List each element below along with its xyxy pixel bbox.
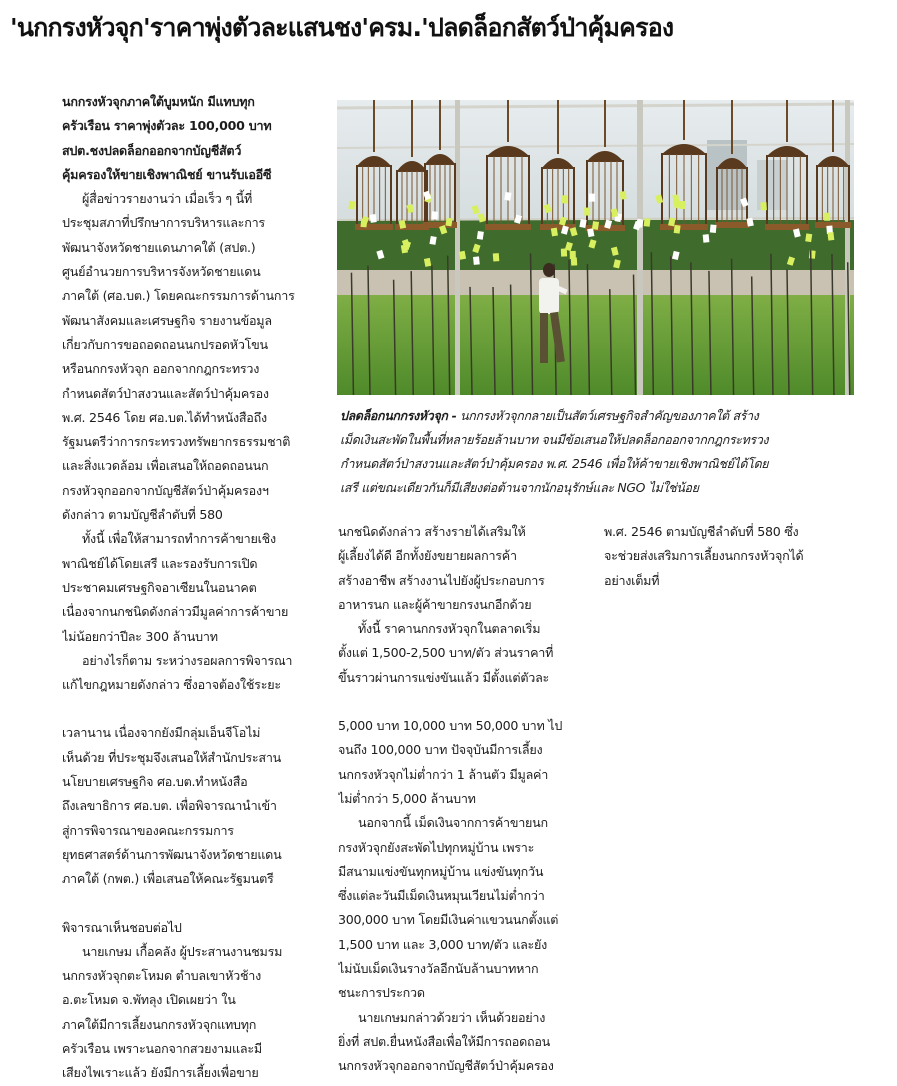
text-line: พาณิชย์ได้โดยเสรี และรองรับการเปิด — [62, 555, 258, 571]
text-line: ศูนย์อำนวยการบริหารจังหวัดชายแดน — [62, 264, 261, 280]
caption-line: เสรี แต่ขณะเดียวกันก็มีเสียงต่อต้านจากนักอนุรักษ์และ NGO ไม่ใช่น้อย — [340, 480, 699, 495]
text-line: สร้างอาชีพ สร้างงานไปยังผู้ประกอบการ — [338, 572, 545, 588]
text-line: 300,000 บาท โดยมีเงินค่าแขวนนกตั้งแต่ — [338, 912, 559, 928]
text-line: พ.ศ. 2546 โดย ศอ.บต.ได้ทำหนังสือถึง — [62, 409, 267, 425]
text-line: พัฒนาจังหวัดชายแดนภาคใต้ (สปต.) — [62, 239, 256, 255]
text-line: นายเกษม เกื้อคลัง ผู้ประสานงานชมรม — [82, 943, 283, 959]
text-line: อาหารนก และผู้ค้าขายกรงนกอีกด้วย — [338, 596, 532, 612]
text-line: จะช่วยส่งเสริมการเลี้ยงนกกรงหัวจุกได้ — [604, 548, 804, 564]
text-line: ผู้เลี้ยงได้ดี อีกทั้งยังขยายผลการค้า — [338, 548, 517, 564]
article-column-2 — [338, 520, 600, 1079]
text-line: ซึ่งแต่ละวันมีเม็ดเงินหมุนเวียนไม่ต่ำกว่า — [338, 888, 545, 904]
text-line: ผู้สื่อข่าวรายงานว่า เมื่อเร็ว ๆ นี้ที่ — [82, 191, 253, 207]
news-photo — [337, 100, 854, 395]
text-line: เวลานาน เนื่องจากยังมีกลุ่มเอ็นจีโอไม่ — [62, 725, 261, 741]
text-line: นกชนิดดังกล่าว สร้างรายได้เสริมให้ — [338, 524, 526, 539]
text-line: ถึงเลขาธิการ ศอ.บต. เพื่อพิจารณานำเข้า — [62, 798, 277, 814]
caption-line: กำหนดสัตว์ป่าสงวนและสัตว์ป่าคุ้มครอง พ.ศ. 2546 เพื่อให้ค้าขายเชิงพาณิชย์ได้โดย — [340, 456, 769, 471]
text-line: ไม่ต่ำกว่า 5,000 ล้านบาท — [338, 790, 476, 806]
text-line: นอกจากนี้ เม็ดเงินจากการค้าขายนก — [358, 815, 548, 831]
text-line: ทั้งนี้ เพื่อให้สามารถทำการค้าขายเชิง — [82, 531, 276, 547]
text-line: พิจารณาเห็นชอบต่อไป — [62, 919, 182, 935]
text-line: กรงหัวจุกยังสะพัดไปทุกหมู่บ้าน เพราะ — [338, 839, 535, 855]
text-line: เสียงไพเราะแล้ว ยังมีการเลี้ยงเพื่อขาย — [62, 1065, 259, 1081]
caption-title: ปลดล็อกนกกรงหัวจุก - — [340, 408, 457, 423]
text-line: กรงหัวจุกออกจากบัญชีสัตว์ป่าคุ้มครองฯ — [62, 482, 269, 498]
text-line: เกี่ยวกับการขอถอดถอนนกปรอดหัวโขน — [62, 336, 268, 352]
line-gap — [338, 690, 600, 714]
text-line: นกกรงหัวจุกออกจากบัญชีสัตว์ป่าคุ้มครอง — [338, 1058, 554, 1074]
text-line: อย่างไรก็ตาม ระหว่างรอผลการพิจารณา — [82, 652, 293, 668]
article-column-1 — [62, 90, 334, 1086]
text-line: รัฐมนตรีว่าการกระทรวงทรัพยากรธรรมชาติ — [62, 434, 291, 450]
text-line: ตั้งแต่ 1,500-2,500 บาท/ตัว ส่วนราคาที่ — [338, 645, 554, 661]
text-line: มีสนามแข่งขันทุกหมู่บ้าน แข่งขันทุกวัน — [338, 863, 544, 879]
caption-line: เม็ดเงินสะพัดในพื้นที่หลายร้อยล้านบาท จนมีข้อเสนอให้ปลดล็อกออกจากกฎกระทรวง — [340, 432, 769, 447]
article-column-3 — [604, 520, 864, 593]
text-line: นายเกษมกล่าวด้วยว่า เห็นด้วยอย่าง — [358, 1009, 546, 1025]
text-line: ยิ่งที่ สปต.ยื่นหนังสือเพื่อให้มีการถอดถอน — [338, 1033, 551, 1049]
text-line: ดังกล่าว ตามบัญชีลำดับที่ 580 — [62, 507, 223, 523]
text-line: เนื่องจากนกชนิดดังกล่าวมีมูลค่าการค้าขาย — [62, 604, 289, 620]
line-gap — [62, 697, 334, 721]
text-line: เห็นด้วย ที่ประชุมจึงเสนอให้สำนักประสาน — [62, 749, 282, 765]
text-line: ภาคใต้ (ศอ.บต.) โดยคณะกรรมการด้านการ — [62, 288, 295, 304]
text-line: ยุทธศาสตร์ด้านการพัฒนาจังหวัดชายแดน — [62, 846, 282, 862]
photo-caption — [340, 404, 860, 500]
text-line: ประชาคมเศรษฐกิจอาเซียนในอนาคต — [62, 579, 257, 595]
text-line: ขึ้นราวผ่านการแข่งขันแล้ว มีตั้งแต่ตัวละ — [338, 669, 550, 685]
text-line: หรือนกกรงหัวจุก ออกจากกฎกระทรวง — [62, 361, 260, 377]
text-line: พ.ศ. 2546 ตามบัญชีลำดับที่ 580 ซึ่ง — [604, 524, 799, 539]
text-line: จนถึง 100,000 บาท ปัจจุบันมีการเลี้ยง — [338, 742, 543, 758]
lead-line: ครัวเรือน ราคาพุ่งตัวละ 100,000 บาท — [62, 118, 272, 134]
text-line: ชนะการประกวด — [338, 985, 425, 1001]
lead-line: สปต.ชงปลดล็อกออกจากบัญชีสัตว์ — [62, 142, 242, 158]
bird-cage-field-image — [337, 100, 854, 395]
text-line: พัฒนาสังคมและเศรษฐกิจ รายงานข้อมูล — [62, 312, 272, 328]
line-gap — [62, 892, 334, 916]
text-line: สู่การพิจารณาของคณะกรรมการ — [62, 822, 234, 838]
text-line: ภาคใต้มีการเลี้ยงนกกรงหัวจุกแทบทุก — [62, 1016, 257, 1032]
text-line: นโยบายเศรษฐกิจ ศอ.บต.ทำหนังสือ — [62, 774, 248, 790]
text-line: 5,000 บาท 10,000 บาท 50,000 บาท ไป — [338, 718, 563, 734]
text-line: และสิ่งแวดล้อม เพื่อเสนอให้ถอดถอนนก — [62, 458, 269, 474]
text-line: แก้ไขกฎหมายดังกล่าว ซึ่งอาจต้องใช้ระยะ — [62, 677, 281, 693]
text-line: 1,500 บาท และ 3,000 บาท/ตัว และยัง — [338, 936, 548, 952]
lead-line: นกกรงหัวจุกภาคใต้บูมหนัก มีแทบทุก — [62, 94, 255, 109]
text-line: อย่างเต็มที่ — [604, 572, 660, 588]
text-line: ภาคใต้ (กพต.) เพื่อเสนอให้คณะรัฐมนตรี — [62, 871, 274, 887]
text-line: นกกรงหัวจุกไม่ต่ำกว่า 1 ล้านตัว มีมูลค่า — [338, 766, 549, 782]
text-line: ไม่น้อยกว่าปีละ 300 ล้านบาท — [62, 628, 218, 644]
text-line: กำหนดสัตว์ป่าสงวนและสัตว์ป่าคุ้มครอง — [62, 385, 269, 401]
caption-line: นกกรงหัวจุกกลายเป็นสัตว์เศรษฐกิจสำคัญของภาคใต้ สร้าง — [460, 408, 759, 423]
text-line: นกกรงหัวจุกตะโหมด ตำบลเขาหัวช้าง — [62, 968, 261, 984]
headline: 'นกกรงหัวจุก'ราคาพุ่งตัวละแสนชง'ครม.'ปลดล็อกสัตว์ป่าคุ้มครอง — [10, 13, 674, 42]
text-line: ครัวเรือน เพราะนอกจากสวยงามและมี — [62, 1040, 262, 1056]
text-line: ทั้งนี้ ราคานกกรงหัวจุกในตลาดเริ่ม — [358, 621, 541, 637]
text-line: ไม่นับเม็ดเงินรางวัลอีกนับล้านบาทหาก — [338, 961, 539, 977]
text-line: ประชุมสภาที่ปรึกษาการบริหารและการ — [62, 215, 265, 231]
text-line: อ.ตะโหมด จ.พัทลุง เปิดเผยว่า ใน — [62, 992, 236, 1008]
lead-line: คุ้มครองให้ขายเชิงพาณิชย์ ขานรับเออีซี — [62, 166, 272, 182]
